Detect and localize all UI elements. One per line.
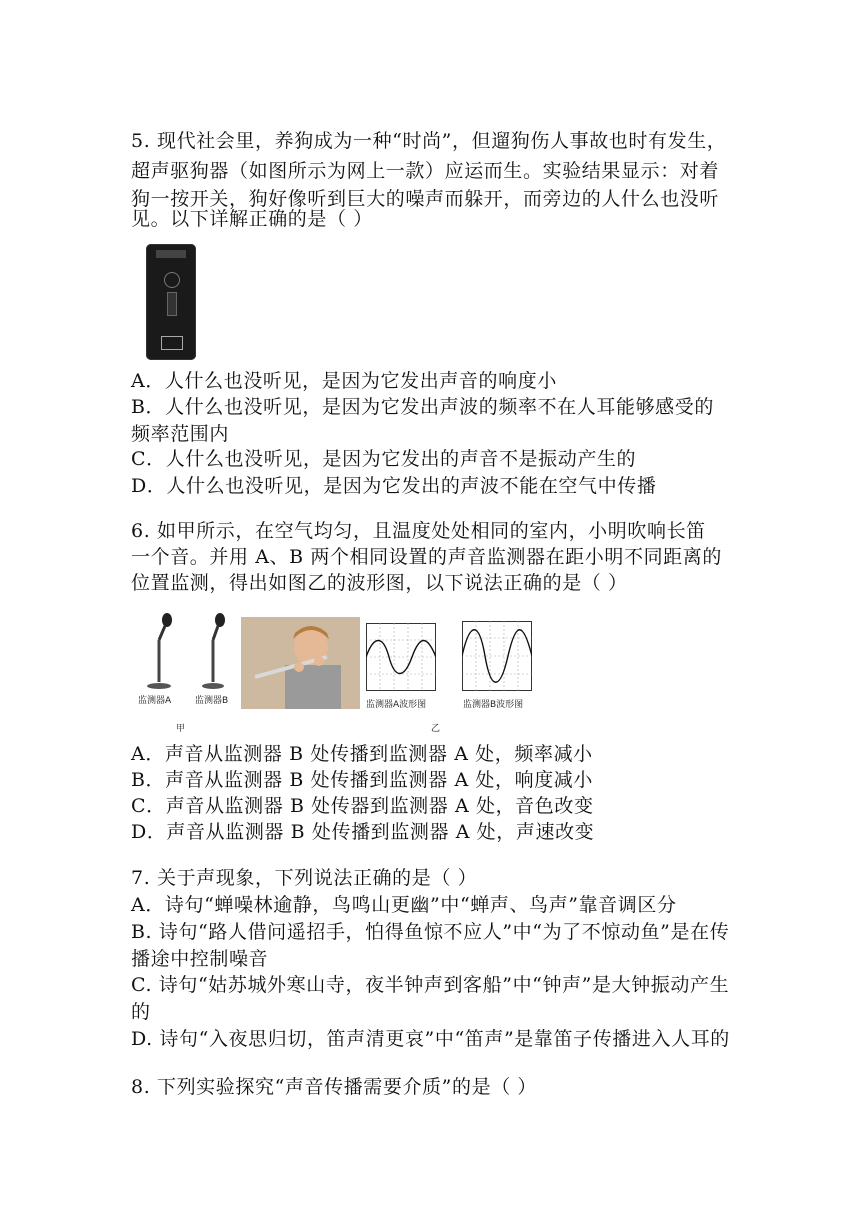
q5-option-b: B．人什么也没听见，是因为它发出声波的频率不在人耳能够感受的 — [131, 396, 714, 418]
microphone-b-icon — [198, 612, 238, 692]
q6-stem-line-1: 6. 如甲所示，在空气均匀，且温度处处相同的室内，小明吹响长笛 — [131, 520, 706, 542]
q7-option-b: B. 诗句“路人借问遥招手，怕得鱼惊不应人”中“为了不惊动鱼”是在传 — [131, 921, 730, 943]
figure-jia-label: 甲 — [176, 724, 186, 734]
waveform-a-label: 监测器A波形图 — [366, 700, 427, 710]
monitor-b-label: 监测器B — [195, 696, 229, 706]
waveform-a-graph — [366, 623, 436, 691]
q6-option-b: B．声音从监测器 B 处传播到监测器 A 处，响度减小 — [131, 769, 594, 791]
q7-option-d: D. 诗句“入夜思归切，笛声清更哀”中“笛声”是靠笛子传播进入人耳的 — [131, 1028, 730, 1050]
ultrasonic-dog-repeller-image — [146, 244, 196, 360]
q6-option-c: C．声音从监测器 B 处传器到监测器 A 处，音色改变 — [131, 795, 594, 817]
q6-stem-line-2: 一个音。并用 A、B 两个相同设置的声音监测器在距小明不同距离的 — [131, 546, 722, 568]
q5-option-d: D．人什么也没听见，是因为它发出的声波不能在空气中传播 — [131, 475, 657, 497]
microphone-a-icon — [141, 612, 181, 692]
q5-stem-line-2: 超声驱狗器（如图所示为网上一款）应运而生。实验结果显示：对着 — [131, 160, 720, 182]
q7-stem-line-1: 7. 关于声现象，下列说法正确的是（ ） — [131, 867, 478, 889]
q6-option-a: A．声音从监测器 B 处传播到监测器 A 处，频率减小 — [131, 743, 593, 765]
q8-stem-line-1: 8. 下列实验探究“声音传播需要介质”的是（ ） — [131, 1076, 538, 1098]
boy-playing-flute-photo — [241, 617, 360, 709]
q7-option-a: A．诗句“蝉噪林逾静，鸟鸣山更幽”中“蝉声、鸟声”靠音调区分 — [131, 894, 677, 916]
q7-option-b-cont: 播途中控制噪音 — [131, 948, 269, 970]
q5-option-b-cont: 频率范围内 — [131, 423, 230, 445]
q7-option-c-cont: 的 — [131, 1001, 151, 1023]
q5-stem-line-3: 狗一按开关，狗好像听到巨大的噪声而躲开，而旁边的人什么也没听 — [131, 188, 720, 210]
q5-stem-line-1: 5. 现代社会里，养狗成为一种“时尚”，但遛狗伤人事故也时有发生， — [131, 130, 727, 152]
q5-option-a: A．人什么也没听见，是因为它发出声音的响度小 — [131, 370, 557, 392]
q5-stem-line-4: 见。以下详解正确的是（ ） — [131, 208, 373, 230]
waveform-b-label: 监测器B波形图 — [463, 700, 524, 710]
q5-option-c: C．人什么也没听见，是因为它发出的声音不是振动产生的 — [131, 448, 637, 470]
waveform-b-graph — [462, 621, 532, 691]
q6-stem-line-3: 位置监测，得出如图乙的波形图，以下说法正确的是（ ） — [131, 572, 628, 594]
monitor-a-label: 监测器A — [138, 696, 172, 706]
q6-option-d: D．声音从监测器 B 处传播到监测器 A 处，声速改变 — [131, 821, 595, 843]
q7-option-c: C. 诗句“姑苏城外寒山寺，夜半钟声到客船”中“钟声”是大钟振动产生 — [131, 974, 730, 996]
figure-yi-label: 乙 — [431, 724, 441, 734]
